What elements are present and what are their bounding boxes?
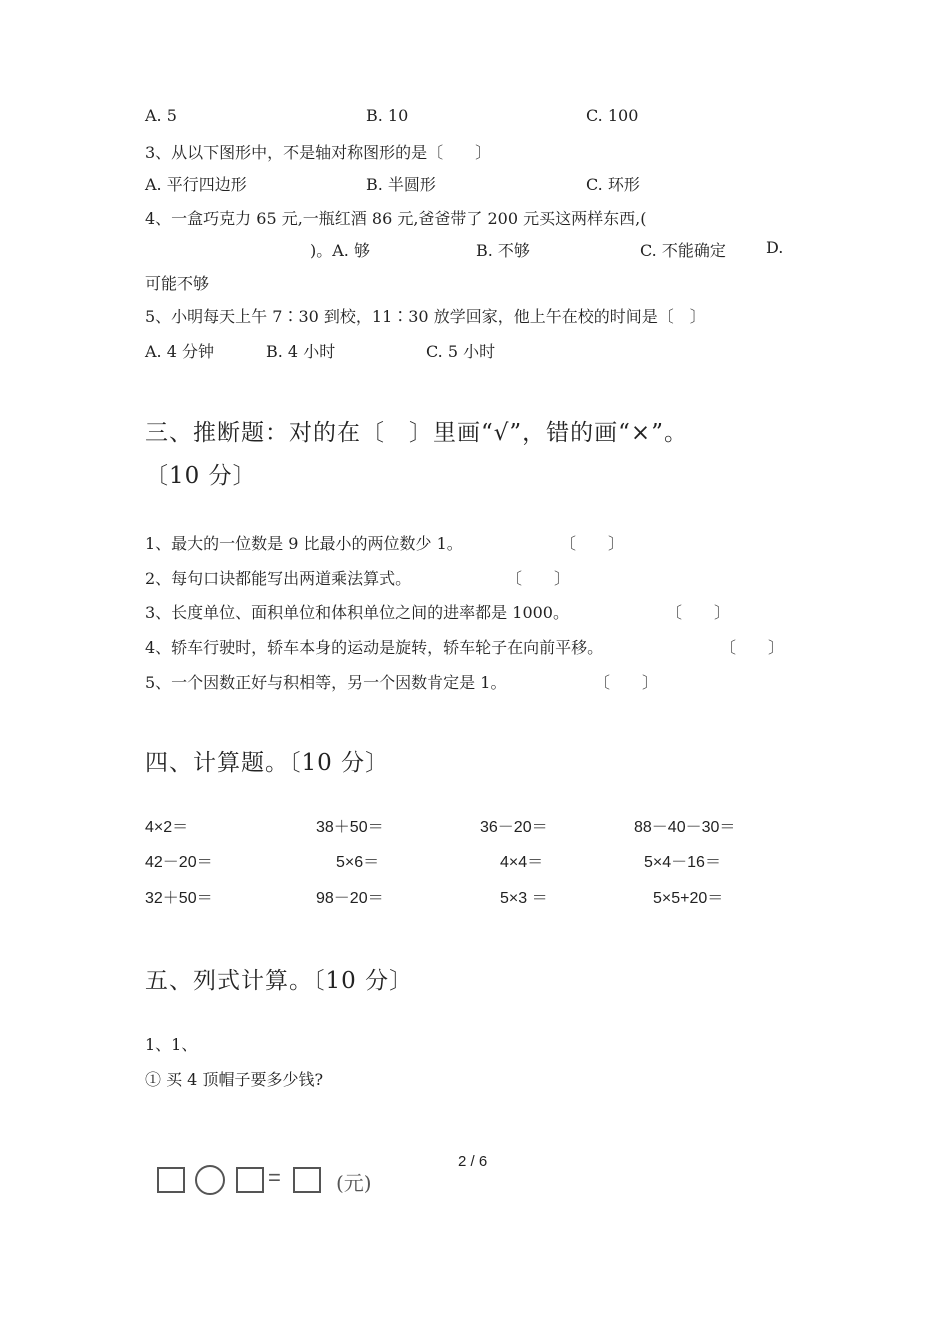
- q4-stem: 4、一盒巧克力 65 元,一瓶红酒 86 元,爸爸带了 200 元买这两样东西,(: [145, 209, 647, 228]
- calc-cell: 5×3 ＝: [500, 890, 548, 907]
- calc-cell: 38＋50＝: [316, 819, 384, 836]
- q3-option-b: B. 半圆形: [366, 175, 436, 194]
- equals-sign: =: [268, 1165, 281, 1190]
- section5-title: 五、列式计算。〔10 分〕: [145, 968, 414, 994]
- q4-option-a: )。A. 够: [310, 241, 370, 260]
- calc-cell: 4×4＝: [500, 854, 544, 871]
- calc-cell: 42－20＝: [145, 854, 213, 871]
- section3-item-3: 3、长度单位、面积单位和体积单位之间的进率都是 1000。: [145, 603, 569, 622]
- answer-bracket: 〔 〕: [666, 603, 731, 622]
- section5-item-1: 1、1、: [145, 1035, 198, 1054]
- q4-option-d-cont: 可能不够: [145, 274, 210, 293]
- section3-item-4: 4、轿车行驶时，轿车本身的运动是旋转，轿车轮子在向前平移。: [145, 638, 604, 657]
- calc-cell: 5×6＝: [336, 854, 380, 871]
- q5-option-a: A. 4 分钟: [145, 342, 214, 361]
- answer-box: [236, 1167, 264, 1193]
- q3-option-c: C. 环形: [586, 175, 640, 194]
- answer-box: [157, 1167, 185, 1193]
- section4-title: 四、计算题。〔10 分〕: [145, 750, 390, 776]
- section3-item-5: 5、一个因数正好与积相等，另一个因数肯定是 1。: [145, 673, 507, 692]
- answer-bracket: 〔 〕: [560, 534, 625, 553]
- calc-cell: 5×5+20＝: [653, 890, 724, 907]
- calc-cell: 32＋50＝: [145, 890, 213, 907]
- section3-item-1: 1、最大的一位数是 9 比最小的两位数少 1。: [145, 534, 463, 553]
- q5-option-b: B. 4 小时: [266, 342, 336, 361]
- answer-bracket: 〔 〕: [720, 638, 785, 657]
- unit-yuan: (元): [336, 1171, 372, 1195]
- q4-option-d: D.: [766, 238, 784, 257]
- q4-option-c: C. 不能确定: [640, 241, 726, 260]
- q3-option-a: A. 平行四边形: [145, 175, 247, 194]
- q4-option-b: B. 不够: [476, 241, 530, 260]
- q2-option-c: C. 100: [586, 106, 639, 125]
- section5-sub-1: ① 买 4 顶帽子要多少钱?: [145, 1070, 324, 1089]
- answer-bracket: 〔 〕: [506, 569, 571, 588]
- calc-cell: 98－20＝: [316, 890, 384, 907]
- operator-circle: [195, 1165, 225, 1195]
- calc-cell: 5×4－16＝: [644, 854, 721, 871]
- q2-option-b: B. 10: [366, 106, 409, 125]
- section3-item-2: 2、每句口诀都能写出两道乘法算式。: [145, 569, 412, 588]
- page-number: 2 / 6: [458, 1153, 488, 1170]
- calc-cell: 4×2＝: [145, 819, 189, 836]
- q2-option-a: A. 5: [145, 106, 177, 125]
- section3-score: 〔10 分〕: [145, 463, 257, 489]
- q5-stem: 5、小明每天上午 7∶30 到校，11∶30 放学回家，他上午在校的时间是〔 〕: [145, 307, 706, 326]
- calc-cell: 88－40－30＝: [634, 819, 736, 836]
- q5-option-c: C. 5 小时: [426, 342, 496, 361]
- answer-box: [293, 1167, 321, 1193]
- section3-title: 三、推断题：对的在〔 〕里画“√”，错的画“×”。: [145, 420, 688, 446]
- q3-stem: 3、从以下图形中，不是轴对称图形的是〔 〕: [145, 143, 492, 162]
- calc-cell: 36－20＝: [480, 819, 548, 836]
- answer-bracket: 〔 〕: [594, 673, 659, 692]
